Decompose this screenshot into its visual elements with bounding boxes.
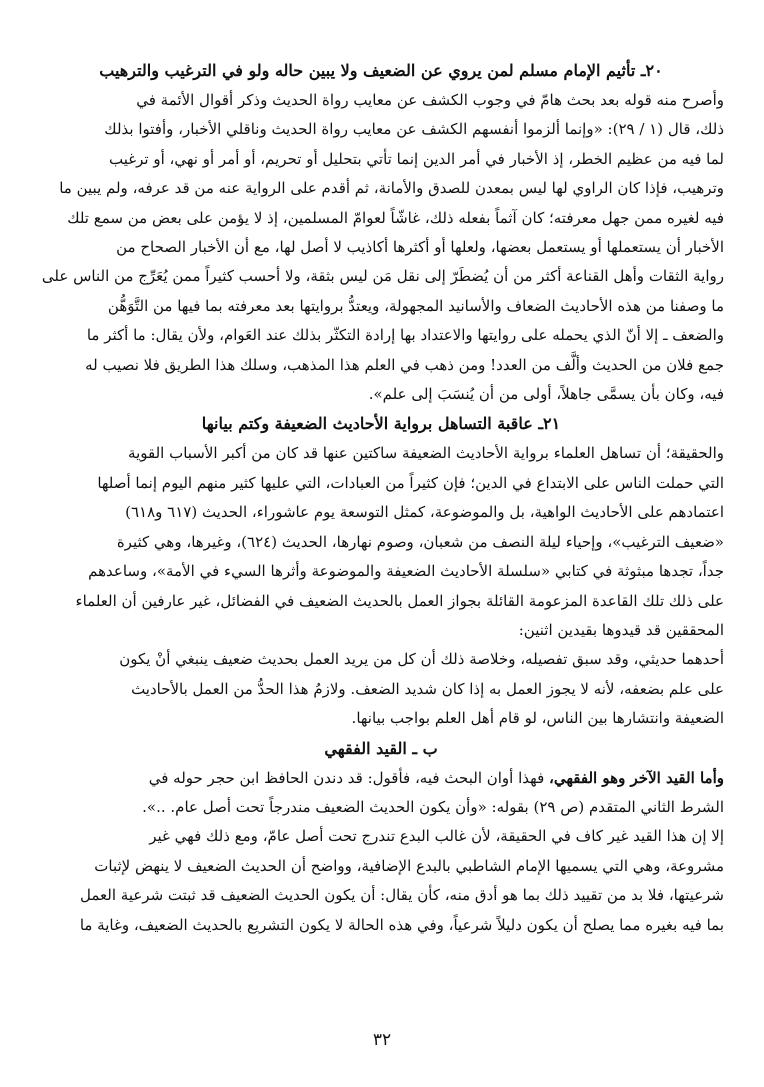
text-line [38, 469, 724, 498]
bold-lead-text: وأما القيد الآخر وهو الفقهي، [549, 768, 724, 787]
text-line [38, 852, 724, 881]
text-line [38, 528, 724, 557]
line-text: فهذا أوان البحث فيه، فأقول: قد دندن الحافظ ابن حجر حوله في [148, 768, 550, 787]
line-text: والضعف ـ إلا أنّ الذي يحمله على روايتها والاعتداد بها إرادة التكثّر بذلك عند العَوام، ولأن يقال: ما أكثر ما [86, 326, 724, 345]
text-line [38, 321, 724, 350]
line-text: المحققين قد قيدوها بقيدين اثنين: [518, 620, 724, 639]
text-line [38, 911, 724, 940]
line-text: فيه، وكان بأن يسمَّى جاهلاً، أولى من أن يُنسَبَ إلى علم». [368, 385, 724, 404]
section-heading: ٢٠ـ تأثيم الإمام مسلم لمن يروي عن الضعيف ولا يبين حاله ولو في الترغيب والترهيب [99, 61, 663, 80]
text-line [38, 351, 724, 380]
text-line [38, 645, 724, 674]
line-text: الأخبار أن يستعملها أو يستعمل بعضها، ولعلها أو أكثرها أكاذيب لا أصل لها، مع أن الأخبار الصحاح من [116, 238, 724, 257]
section-heading: ٢١ـ عاقبة التساهل برواية الأحاديث الضعيفة وكتم بيانها [201, 414, 561, 434]
page-content [38, 56, 724, 940]
paragraph [38, 86, 724, 409]
text-line [38, 439, 724, 468]
text-line [38, 145, 724, 174]
section-heading: ب ـ القيد الفقهي [324, 738, 438, 758]
text-line [38, 292, 724, 321]
line-text: أحدهما حديثي، وقد سبق تفصيله، وخلاصة ذلك أن كل من يريد العمل بحديث ضعيف ينبغي أنْ يكون [119, 650, 724, 669]
line-text: بما فيه بغيره مما يصلح أن يكون دليلاً شرعياً، وفي هذه الحالة لا يكون التشريع بالحديث الضعيف، وغاية ما [79, 915, 724, 934]
line-text: اعتمادهم على الأحاديث الواهية، بل والموضوعة، كمثل التوسعة يوم عاشوراء، الحديث (٦١٧ و٦١٨) [125, 503, 724, 522]
line-text: ذلك، قال (١ / ٢٩): «وإنما ألزموا أنفسهم الكشف عن معايب رواة الحديث وناقلي الأخبار، وأفتوا بذلك [104, 120, 724, 139]
line-text: رواية الثقات وأهل القناعة أكثر من أن يُضطَرّ إلى نقل مَن ليس بثقة، ولا أحسب كثيراً ممن يُعَرِّج من الناس على [41, 267, 724, 286]
line-text: على علم بضعفه، لأنه لا يجوز العمل به إذا كان شديد الضعف. ولازمُ هذا الحدُّ من العمل بالأحاديث [131, 679, 724, 698]
line-text: جداً، تجدها مبثوثة في كتابي «سلسلة الأحاديث الضعيفة والموضوعة وأثرها السيء في الأمة»، وساعدهم [88, 562, 724, 581]
line-text: جمع فلان من الحديث وألَّف من العدد! ومن ذهب في العلم هذا المذهب، وسلك هذا الطريق فلا نصيب له [85, 355, 724, 374]
line-text: والحقيقة؛ أن تساهل العلماء برواية الأحاديث الضعيفة ساكتين عنها قد كان من أكبر الأسباب القوية [128, 444, 724, 463]
text-line [38, 233, 724, 262]
text-line [38, 587, 724, 616]
text-line [38, 704, 724, 733]
text-line [38, 498, 724, 527]
paragraph [38, 439, 724, 645]
line-text: إلا إن هذا القيد غير كاف في الحقيقة، لأن غالب البدع تندرج تحت أصل عامّ، ومع ذلك فهي غير [149, 827, 724, 846]
text-line [38, 557, 724, 586]
line-text: فيه لغيره ممن جهل معرفته؛ كان آثماً بفعله ذلك، غاشّاً لعوامّ المسلمين، إذ لا يؤمن على بعض من سمع تلك [67, 208, 724, 227]
line-text: الشرط الثاني المتقدم (ص ٢٩) بقوله: «وأن يكون الحديث الضعيف مندرجاً تحت أصل عام. ..». [142, 797, 724, 816]
text-line [38, 174, 724, 203]
text-line [38, 881, 724, 910]
page-number: ٣٢ [372, 1030, 392, 1050]
line-text: ما وصفنا من هذه الأحاديث الضعاف والأسانيد المجهولة، ويعتدُّ بروايتها بعد معرفته بما فيها من التَّوَهُّن [107, 296, 724, 315]
line-text: مشروعة، وهي التي يسميها الإمام الشاطبي بالبدع الإضافية، وواضح أن الحديث الضعيف لا ينهض لإثبات [94, 856, 724, 875]
line-text: وأصرح منه قوله بعد بحث هامّ في وجوب الكشف عن معايب رواة الحديث وذكر أقوال الأئمة في [136, 91, 724, 109]
text-line [38, 675, 724, 704]
text-line [38, 262, 724, 291]
paragraph [38, 645, 724, 733]
line-text: شرعيتها، فلا بد من تقييد ذلك بما هو أدق منه، كأن يقال: أن يكون الحديث الضعيف قد ثبتت شرعية العمل [80, 886, 724, 905]
text-line [38, 822, 724, 851]
paragraph [38, 822, 724, 940]
line-text: التي حملت الناس على الابتداع في الدين؛ فإن كثيراً من العبادات، التي عليها كثير منهم اليوم إنما أصلها [97, 473, 724, 492]
text-line [38, 764, 724, 793]
text-line [38, 86, 724, 115]
text-line [38, 616, 724, 645]
paragraph [38, 764, 724, 823]
line-text: وترهيب، فإذا كان الراوي لها ليس بمعدن للصدق والأمانة، ثم أقدم على الرواية عنه من قد عرفه، ولم يبين ما [59, 179, 724, 198]
text-line [38, 115, 724, 144]
text-line [38, 204, 724, 233]
line-text: لما فيه من عظيم الخطر، إذ الأخبار في أمر الدين إنما تأتي بتحليل أو تحريم، أو أمر أو نهي، أو ترغيب [109, 149, 724, 168]
line-text: الضعيفة وانتشارها بين الناس، لو قام أهل العلم بواجب بيانها. [351, 709, 724, 728]
text-line [38, 380, 724, 409]
text-line [38, 793, 724, 822]
line-text: على ذلك تلك القاعدة المزعومة القائلة بجواز العمل بالحديث الضعيف في الفضائل، غير عارفين أن العلماء [75, 591, 724, 610]
line-text: «ضعيف الترغيب»، وإحياء ليلة النصف من شعبان، وصوم نهارها، الحديث (٦٢٤)، وغيرها، وهي كثيرة [116, 532, 724, 551]
